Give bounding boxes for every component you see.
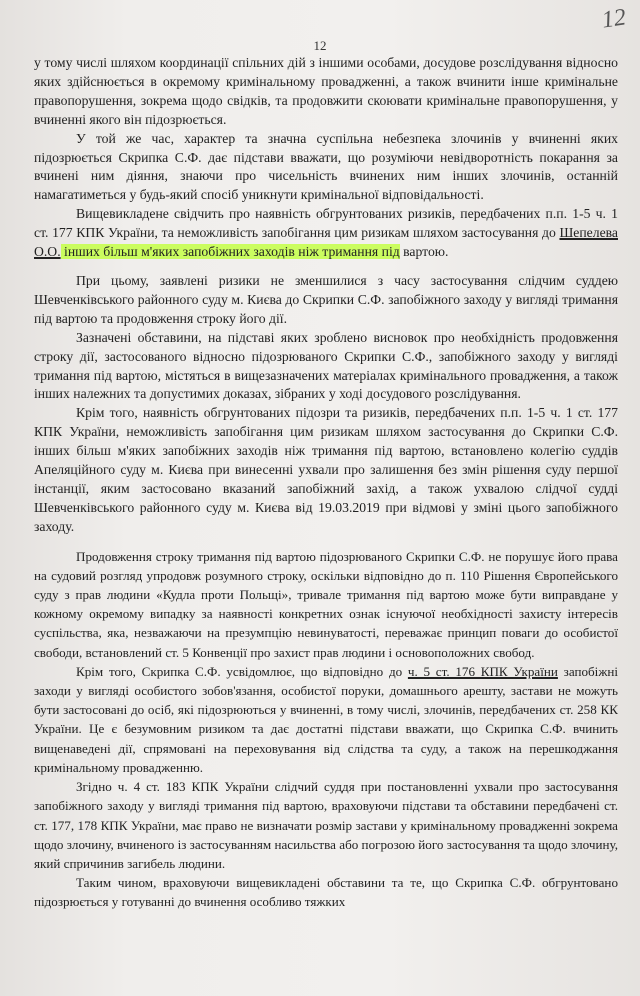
paragraph-3-start: Вищевикладене свідчить про наявність обгрунтованих ризиків, передбачених п.п. 1-5 ч. 1 ст. 177 КПК України, та неможливість запобігання цим ризикам шляхом застосування до xyxy=(34,206,618,241)
paragraph-6: Крім того, наявність обгрунтованих підозри та ризиків, передбачених п.п. 1-5 ч. 1 ст. 177 КПК України, неможливість запобігання цим ризикам шляхом застосування до Скрипки С.Ф. інших більш м'яких запобіжних заходів ніж тримання під вартою, встановлено колегію суддів Апеляційного суду м. Києва при винесенні ухвали про залишення без змін рішення суду першої інстанції, яким застосовано вказаний запобіжний захід, а також ухвалою слідчої судді Шевченківського районного суду м. Києва від 19.03.2019 при відмові у зміні цього запобіжного заходу. xyxy=(34,405,618,534)
highlighted-text: інших більш м'яких запобіжних заходів ніж тримання під xyxy=(60,244,400,260)
page-number: 12 xyxy=(313,38,327,53)
paragraph-8-start: Крім того, Скрипка С.Ф. усвідомлює, що відповідно до xyxy=(76,663,408,679)
paragraph-10: Таким чином, враховуючи вищевикладені обставини та те, що Скрипка С.Ф. обгрунтовано підозрюється у готуванні до вчинення особливо тяжких xyxy=(34,875,618,910)
paragraph-5: Зазначені обставини, на підставі яких зроблено висновок про необхідність продовження строку дії, застосованого відносно підозрюваного Скрипки С.Ф., запобіжного заходу у вигляді тримання під вартою, містяться в вищезазначених матеріалах кримінального провадження, а також інших належних та допустимих доказах, зібраних у ході досудового розслідування. xyxy=(34,329,618,402)
paragraph-3 xyxy=(34,205,618,262)
underlined-name: Шепелева О.О. xyxy=(34,225,618,260)
handwritten-page-number: 12 xyxy=(600,4,628,34)
paragraph-8 xyxy=(34,662,618,777)
document-body xyxy=(34,54,618,912)
paragraph-4: При цьому, заявлені ризики не зменшилися з часу застосування слідчим суддею Шевченківського районного суду м. Києва до Скрипки С.Ф. запобіжного заходу у вигляді тримання під вартою та продовження строку його дії. xyxy=(34,272,618,326)
paragraph-8-end: запобіжні заходи у вигляді особистого зобов'язання, особистої поруки, домашнього арешту, застави не можуть бути застосовані до осіб, які підозрюються у вчиненні, в тому числі, злочинів, передбачених ст. 258 КК України. Це є безумовним ризиком та дає достатні підстави вважати, що Скрипка С.Ф. вчинить вищенаведені дії, спрямовані на переховування від слідства та суду, а також на перешкоджання кримінальному провадженню. xyxy=(34,663,619,775)
paragraph-2: У той же час, характер та значна суспільна небезпека злочинів у вчиненні яких підозрюється Скрипка С.Ф. дає підстави вважати, що розуміючи невідворотність покарання за вчинені ним діяння, знаючи про чисельність вчинених ним інших злочинів, останній намагатиметься у будь-який спосіб уникнути кримінальної відповідальності. xyxy=(34,130,618,203)
underlined-law-reference: ч. 5 ст. 176 КПК України xyxy=(407,663,558,679)
paragraph-1: у тому числі шляхом координації спільних дій з іншими особами, досудове розслідування відносно яких здійснюється в окремому кримінальному провадженні, а також вчинити інше кримінальне правопорушення, зокрема щодо свідків, та продовжити скоювати кримінальне правопорушення, у вчиненні якого він підозрюється. xyxy=(34,55,618,127)
paragraph-7: Продовження строку тримання під вартою підозрюваного Скрипки С.Ф. не порушує його права на судовий розгляд упродовж розумного строку, оскільки відповідно до п. 110 Рішення Європейського суду з прав людини «Кудла проти Польщі», тривале тримання під вартою може бути виправдане у кожному окремому випадку за наявності конкретних ознак існуючої необхідності захисту інтересів суспільства, яка, незважаючи на презумпцію невинуватості, переважає принцип поваги до особистої свободи, встановлений ст. 5 Конвенції про захист прав людини і основоположних свобод. xyxy=(34,548,618,660)
paragraph-3-end: вартою. xyxy=(399,244,449,260)
paragraph-9: Згідно ч. 4 ст. 183 КПК України слідчий суддя при постановленні ухвали про застосування запобіжного заходу у вигляді тримання під вартою, враховуючи підстави та обставини передбачені ст. ст. 177, 178 КПК України, має право не визначати розмір застави у кримінальному провадженні зокрема щодо злочину, вчиненого із застосуванням насильства або погрозою його застосування та щодо злочину, який спричинив загибель людини. xyxy=(34,779,618,871)
